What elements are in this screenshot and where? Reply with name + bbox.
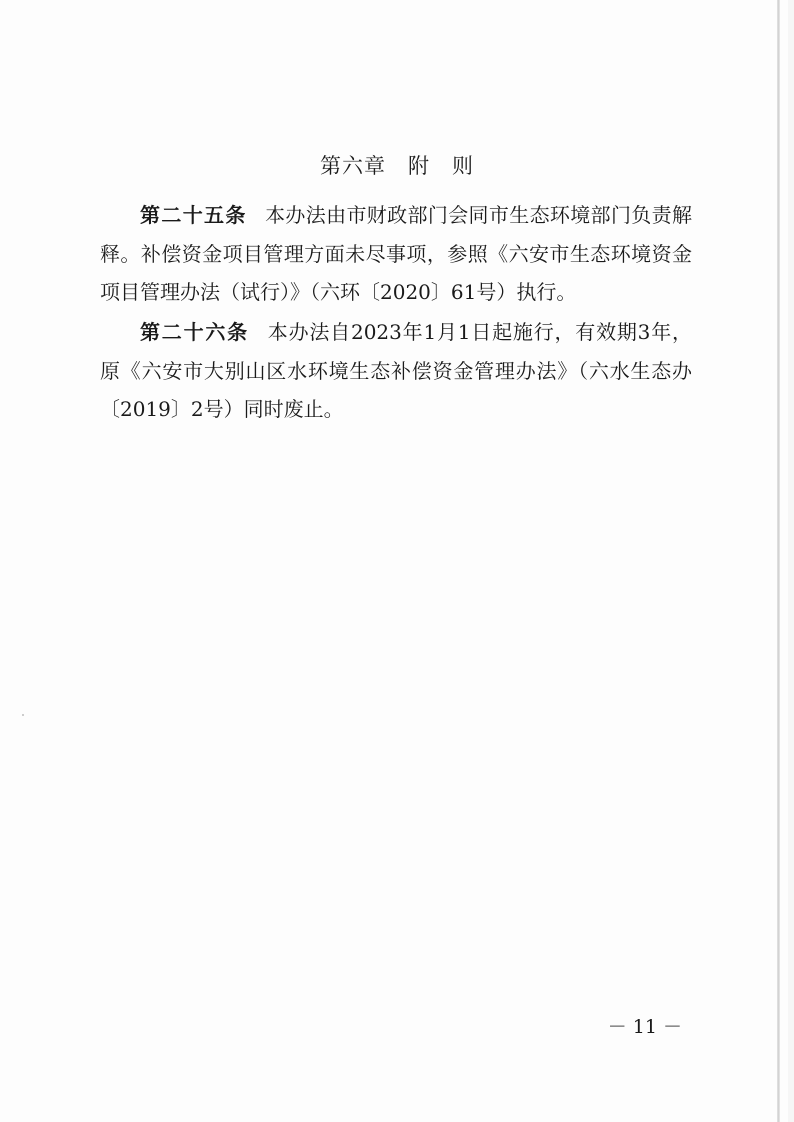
chapter-title: 第六章 附 则 — [320, 154, 474, 178]
article-26-text: 本办法自2023年1月1日起施行，有效期3年，原《六安市大别山区水环境生态补偿资金管理办法》（六水生态办〔2019〕2号）同时废止。 — [100, 320, 692, 421]
article-25 — [100, 196, 692, 312]
article-26-label: 第二十六条 — [140, 320, 249, 344]
article-25-text: 本办法由市财政部门会同市生态环境部门负责解释。补偿资金项目管理方面未尽事项，参照《六安市生态环境资金项目管理办法（试行）》（六环〔2020〕61号）执行。 — [100, 203, 693, 304]
page-number: － 11 － — [607, 1016, 682, 1038]
article-25-label: 第二十五条 — [140, 203, 247, 227]
scan-speck — [22, 714, 24, 716]
article-26 — [100, 313, 692, 429]
